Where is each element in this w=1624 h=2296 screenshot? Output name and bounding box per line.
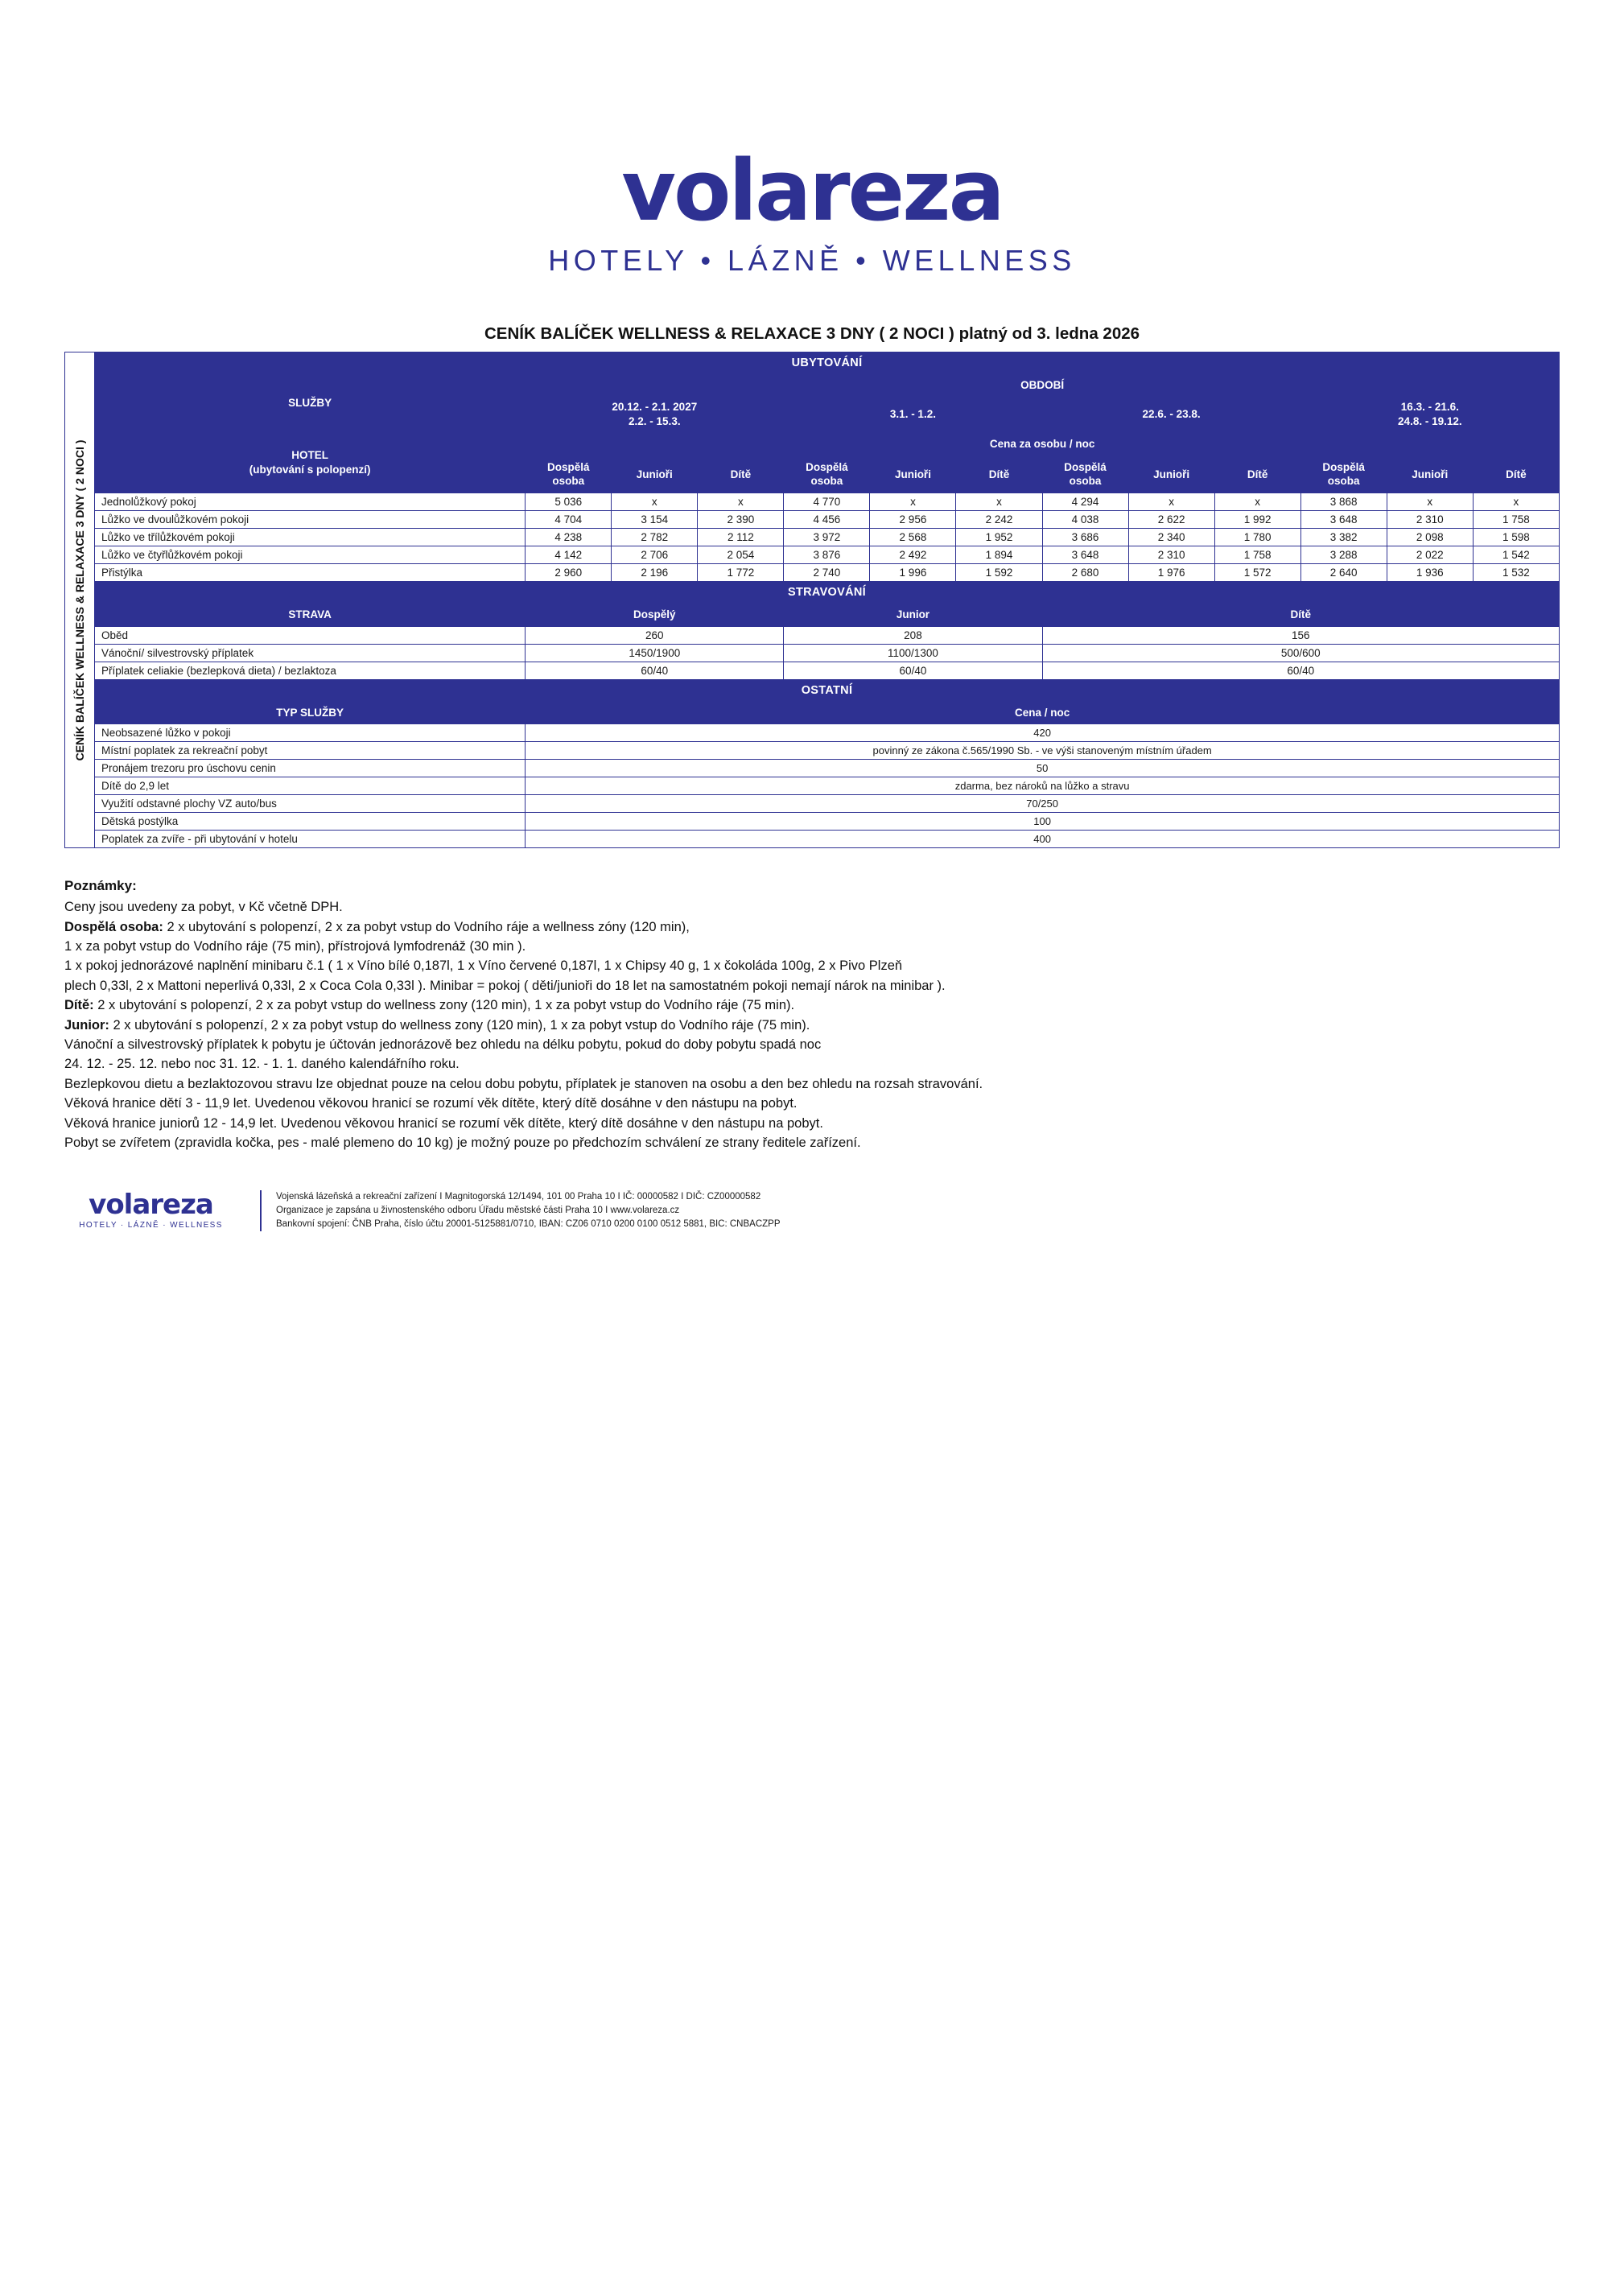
cell: 208 — [784, 626, 1042, 644]
note-line — [64, 1035, 1560, 1054]
cell: 2 960 — [526, 563, 612, 581]
vertical-side-label-text: CENÍK BALÍČEK WELLNESS & RELAXACE 3 DNY ( 2 NOCI ) — [72, 439, 86, 761]
logo-wordmark: volareza — [621, 142, 1003, 240]
cell: 3 648 — [1300, 510, 1387, 528]
table-row — [94, 546, 1559, 563]
cell: 2 098 — [1387, 528, 1473, 546]
cell: 3 154 — [612, 510, 698, 528]
col-dospela-3-l1: Dospělá — [1064, 460, 1107, 473]
header-dospely: Dospělý — [526, 603, 784, 626]
col-dospela-3-l2: osoba — [1069, 475, 1102, 488]
cell: 3 382 — [1300, 528, 1387, 546]
cell: zdarma, bez nároků na lůžko a stravu — [526, 777, 1560, 795]
cell: 4 294 — [1042, 493, 1128, 510]
cell: 60/40 — [1042, 662, 1559, 679]
period-1-line2: 2.2. - 15.3. — [629, 415, 681, 428]
cell: x — [698, 493, 784, 510]
footer-logo — [64, 1191, 245, 1230]
note-text: Vánoční a silvestrovský příplatek k pobytu je účtován jednorázově bez ohledu na délku pobytu, pokud do doby pobytu spadá noc — [64, 1037, 822, 1053]
note-text: 1 x za pobyt vstup do Vodního ráje (75 min), přístrojová lymfodrenáž (30 min ). — [64, 939, 526, 954]
table-row — [94, 724, 1559, 742]
cell: 260 — [526, 626, 784, 644]
header-cena-za-osobu-noc: Cena za osobu / noc — [526, 433, 1560, 456]
table-row — [94, 777, 1559, 795]
cell: 70/250 — [526, 795, 1560, 813]
footer-logo-wordmark: volareza — [89, 1189, 213, 1222]
cell: 1 572 — [1214, 563, 1300, 581]
cell: x — [1387, 493, 1473, 510]
footer-line-1: Vojenská lázeňská a rekreační zařízení I Magnitogorská 12/1494, 101 00 Praha 10 I IČ: 00000582 I DIČ: CZ00000582 — [276, 1191, 761, 1202]
table-row — [94, 760, 1559, 777]
cell: 1 542 — [1473, 546, 1559, 563]
note-line — [64, 937, 1560, 956]
cell: 4 456 — [784, 510, 870, 528]
cell: 2 390 — [698, 510, 784, 528]
cell: 2 956 — [870, 510, 956, 528]
row-label: Oběd — [94, 626, 525, 644]
footer-logo-tagline: HOTELY · LÁZNĚ · WELLNESS — [79, 1221, 223, 1230]
table-row — [94, 813, 1559, 831]
row-label: Dítě do 2,9 let — [94, 777, 525, 795]
cell: 1450/1900 — [526, 644, 784, 662]
note-text: 2 x ubytování s polopenzí, 2 x za pobyt vstup do wellness zony (120 min), 1 x za pobyt vstup do Vodního ráje (75 min). — [93, 998, 795, 1013]
price-table-wrapper — [64, 352, 1560, 848]
band-stravovani: STRAVOVÁNÍ — [94, 581, 1559, 603]
col-dospela-2 — [784, 455, 870, 493]
footer-line-2: Organizace je zapsána u živnostenského odboru Úřadu městské části Praha 10 I www.volareza.cz — [276, 1205, 680, 1215]
cell: 1 780 — [1214, 528, 1300, 546]
table-row — [94, 510, 1559, 528]
cell: 100 — [526, 813, 1560, 831]
cell: 1 598 — [1473, 528, 1559, 546]
cell: 4 038 — [1042, 510, 1128, 528]
logo-tagline: HOTELY • LÁZNĚ • WELLNESS — [548, 244, 1076, 277]
col-dite-1: Dítě — [698, 455, 784, 493]
header-obdobi: OBDOBÍ — [526, 374, 1560, 398]
table-row — [94, 603, 1559, 626]
row-label: Poplatek za zvíře - při ubytování v hotelu — [94, 831, 525, 848]
col-dospela-2-l1: Dospělá — [806, 460, 848, 473]
cell: 2 568 — [870, 528, 956, 546]
page-title: CENÍK BALÍČEK WELLNESS & RELAXACE 3 DNY ( 2 NOCI ) platný od 3. ledna 2026 — [484, 324, 1140, 343]
cell: 2 310 — [1128, 546, 1214, 563]
cell: 2 782 — [612, 528, 698, 546]
note-line — [64, 1054, 1560, 1074]
note-line — [64, 1074, 1560, 1094]
period-3-line1: 22.6. - 23.8. — [1142, 407, 1201, 420]
note-text: Věková hranice juniorů 12 - 14,9 let. Uvedenou věkovou hranicí se rozumí věk dítěte, který dítě dosáhne v den nástupu na pobyt. — [64, 1115, 823, 1131]
cell: 3 648 — [1042, 546, 1128, 563]
table-row — [94, 563, 1559, 581]
note-bold: Junior: — [64, 1017, 109, 1033]
price-table — [94, 352, 1560, 848]
cell: x — [1214, 493, 1300, 510]
table-row — [94, 352, 1559, 374]
col-dospela-4 — [1300, 455, 1387, 493]
period-2-line1: 3.1. - 1.2. — [889, 407, 936, 420]
cell: 60/40 — [784, 662, 1042, 679]
cell: 1 992 — [1214, 510, 1300, 528]
cell: 1 936 — [1387, 563, 1473, 581]
table-row — [94, 493, 1559, 510]
cell: 2 340 — [1128, 528, 1214, 546]
cell: 1 772 — [698, 563, 784, 581]
table-row — [94, 374, 1559, 398]
note-bold: Dospělá osoba: — [64, 919, 163, 934]
note-text: Pobyt se zvířetem (zpravidla kočka, pes - malé plemeno do 10 kg) je možný pouze po předchozím schválení ze strany ředitele zařízení. — [64, 1136, 861, 1151]
cell: 3 876 — [784, 546, 870, 563]
header-dite: Dítě — [1042, 603, 1559, 626]
col-dospela-2-l2: osoba — [810, 475, 843, 488]
cell: x — [956, 493, 1042, 510]
col-dite-4: Dítě — [1473, 455, 1559, 493]
row-label: Příplatek celiakie (bezlepková dieta) / bezlaktoza — [94, 662, 525, 679]
footer-divider — [260, 1190, 262, 1232]
col-dite-2: Dítě — [956, 455, 1042, 493]
cell: x — [1128, 493, 1214, 510]
cell: 2 680 — [1042, 563, 1128, 581]
cell: 1 952 — [956, 528, 1042, 546]
cell: 500/600 — [1042, 644, 1559, 662]
col-dospela-1-l2: osoba — [552, 475, 585, 488]
note-line — [64, 976, 1560, 995]
table-row — [94, 644, 1559, 662]
cell: 1 996 — [870, 563, 956, 581]
table-row — [94, 679, 1559, 701]
period-1 — [526, 397, 784, 433]
cell: 1 976 — [1128, 563, 1214, 581]
footer-company-info — [276, 1190, 781, 1232]
col-juniori-3: Junioři — [1128, 455, 1214, 493]
col-dospela-4-l2: osoba — [1327, 475, 1360, 488]
note-text: plech 0,33l, 2 x Mattoni neperlivá 0,33l, 2 x Coca Cola 0,33l ). Minibar = pokoj ( děti/junioři do 18 let na samostatném pokoji nemají nárok na minibar ). — [64, 978, 946, 993]
row-label: Jednolůžkový pokoj — [94, 493, 525, 510]
band-ubytovani: UBYTOVÁNÍ — [94, 352, 1559, 374]
table-row — [94, 831, 1559, 848]
cell: 2 706 — [612, 546, 698, 563]
cell: 2 492 — [870, 546, 956, 563]
note-line — [64, 1094, 1560, 1113]
col-dospela-1-l1: Dospělá — [546, 460, 590, 473]
row-label: Lůžko ve dvoulůžkovém pokoji — [94, 510, 525, 528]
note-text: 2 x ubytování s polopenzí, 2 x za pobyt vstup do wellness zony (120 min), 1 x za pobyt vstup do Vodního ráje (75 min). — [109, 1017, 810, 1033]
cell: 2 242 — [956, 510, 1042, 528]
note-bold: Dítě: — [64, 998, 94, 1013]
row-label: Lůžko ve třílůžkovém pokoji — [94, 528, 525, 546]
cell: 4 704 — [526, 510, 612, 528]
cell: 2 310 — [1387, 510, 1473, 528]
note-line — [64, 897, 1560, 917]
col-dospela-4-l1: Dospělá — [1322, 460, 1365, 473]
cell: 4 142 — [526, 546, 612, 563]
note-line — [64, 995, 1560, 1015]
cell: 4 770 — [784, 493, 870, 510]
band-ostatni: OSTATNÍ — [94, 679, 1559, 701]
table-row — [94, 433, 1559, 456]
cell: 3 972 — [784, 528, 870, 546]
header-junior: Junior — [784, 603, 1042, 626]
col-dospela-3 — [1042, 455, 1128, 493]
cell: 1100/1300 — [784, 644, 1042, 662]
note-text: 24. 12. - 25. 12. nebo noc 31. 12. - 1. 1. daného kalendářního roku. — [64, 1057, 460, 1072]
table-row — [94, 581, 1559, 603]
cell: 420 — [526, 724, 1560, 742]
cell: 3 868 — [1300, 493, 1387, 510]
notes-section — [64, 876, 1560, 1152]
period-2 — [784, 397, 1042, 433]
table-row — [94, 528, 1559, 546]
col-juniori-2: Junioři — [870, 455, 956, 493]
header-sluzby: SLUŽBY — [94, 374, 525, 433]
header-hotel-line2: (ubytování s polopenzí) — [249, 464, 371, 476]
table-row — [94, 626, 1559, 644]
cell: 1 758 — [1473, 510, 1559, 528]
footer-line-3: Bankovní spojení: ČNB Praha, číslo účtu 20001-5125881/0710, IBAN: CZ06 0710 0200 0100 0512 5881, BIC: CNBACZPP — [276, 1219, 781, 1229]
cell: 2 196 — [612, 563, 698, 581]
cell: x — [612, 493, 698, 510]
table-row — [94, 701, 1559, 724]
note-line — [64, 1114, 1560, 1133]
cell: 2 112 — [698, 528, 784, 546]
brand-logo — [0, 0, 1624, 278]
col-juniori-1: Junioři — [612, 455, 698, 493]
cell: 1 758 — [1214, 546, 1300, 563]
col-dospela-1 — [526, 455, 612, 493]
header-hotel-line1: HOTEL — [291, 448, 328, 461]
cell: x — [870, 493, 956, 510]
period-1-line1: 20.12. - 2.1. 2027 — [612, 400, 698, 413]
table-row — [94, 795, 1559, 813]
row-label: Lůžko ve čtyřlůžkovém pokoji — [94, 546, 525, 563]
cell: povinný ze zákona č.565/1990 Sb. - ve výši stanoveným místním úřadem — [526, 742, 1560, 760]
period-3 — [1042, 397, 1300, 433]
cell: 3 686 — [1042, 528, 1128, 546]
row-label: Přistýlka — [94, 563, 525, 581]
cell: 2 054 — [698, 546, 784, 563]
cell: 60/40 — [526, 662, 784, 679]
cell: 4 238 — [526, 528, 612, 546]
period-4-line2: 24.8. - 19.12. — [1398, 415, 1462, 428]
cell: 50 — [526, 760, 1560, 777]
header-typ-sluzby: TYP SLUŽBY — [94, 701, 525, 724]
table-row — [94, 662, 1559, 679]
period-4-line1: 16.3. - 21.6. — [1400, 400, 1459, 413]
cell: 2 022 — [1387, 546, 1473, 563]
row-label: Vánoční/ silvestrovský příplatek — [94, 644, 525, 662]
cell: 2 622 — [1128, 510, 1214, 528]
note-line — [64, 917, 1560, 937]
cell: 5 036 — [526, 493, 612, 510]
cell: 156 — [1042, 626, 1559, 644]
table-row — [94, 742, 1559, 760]
note-line — [64, 1016, 1560, 1035]
cell: 1 894 — [956, 546, 1042, 563]
note-text: Věková hranice dětí 3 - 11,9 let. Uvedenou věkovou hranicí se rozumí věk dítěte, který dítě dosáhne v den nástupu na pobyt. — [64, 1096, 798, 1111]
note-text: Ceny jsou uvedeny za pobyt, v Kč včetně DPH. — [64, 900, 343, 915]
header-strava: STRAVA — [94, 603, 525, 626]
vertical-side-label — [64, 352, 94, 848]
cell: 2 640 — [1300, 563, 1387, 581]
note-text: 1 x pokoj jednorázové naplnění minibaru č.1 ( 1 x Víno bílé 0,187l, 1 x Víno červené 0,187l, 1 x Chipsy 40 g, 1 x čokoláda 100g, 2 x Pivo Plzeň — [64, 958, 903, 974]
row-label: Místní poplatek za rekreační pobyt — [94, 742, 525, 760]
note-line — [64, 956, 1560, 975]
header-hotel — [94, 433, 525, 493]
cell: 3 288 — [1300, 546, 1387, 563]
row-label: Dětská postýlka — [94, 813, 525, 831]
cell: 2 740 — [784, 563, 870, 581]
cell: 400 — [526, 831, 1560, 848]
cell: 1 592 — [956, 563, 1042, 581]
col-juniori-4: Junioři — [1387, 455, 1473, 493]
cell: 1 532 — [1473, 563, 1559, 581]
row-label: Pronájem trezoru pro úschovu cenin — [94, 760, 525, 777]
col-dite-3: Dítě — [1214, 455, 1300, 493]
note-line — [64, 1133, 1560, 1152]
period-4 — [1300, 397, 1559, 433]
header-cena-noc: Cena / noc — [526, 701, 1560, 724]
notes-heading: Poznámky: — [64, 878, 137, 894]
note-text: 2 x ubytování s polopenzí, 2 x za pobyt vstup do Vodního ráje a wellness zóny (120 min), — [163, 919, 690, 934]
page-footer — [64, 1190, 1560, 1232]
cell: x — [1473, 493, 1559, 510]
note-text: Bezlepkovou dietu a bezlaktozovou stravu lze objednat pouze na celou dobu pobytu, příplatek je stanoven na osobu a den bez ohledu na rozsah stravování. — [64, 1076, 983, 1091]
row-label: Využití odstavné plochy VZ auto/bus — [94, 795, 525, 813]
row-label: Neobsazené lůžko v pokoji — [94, 724, 525, 742]
